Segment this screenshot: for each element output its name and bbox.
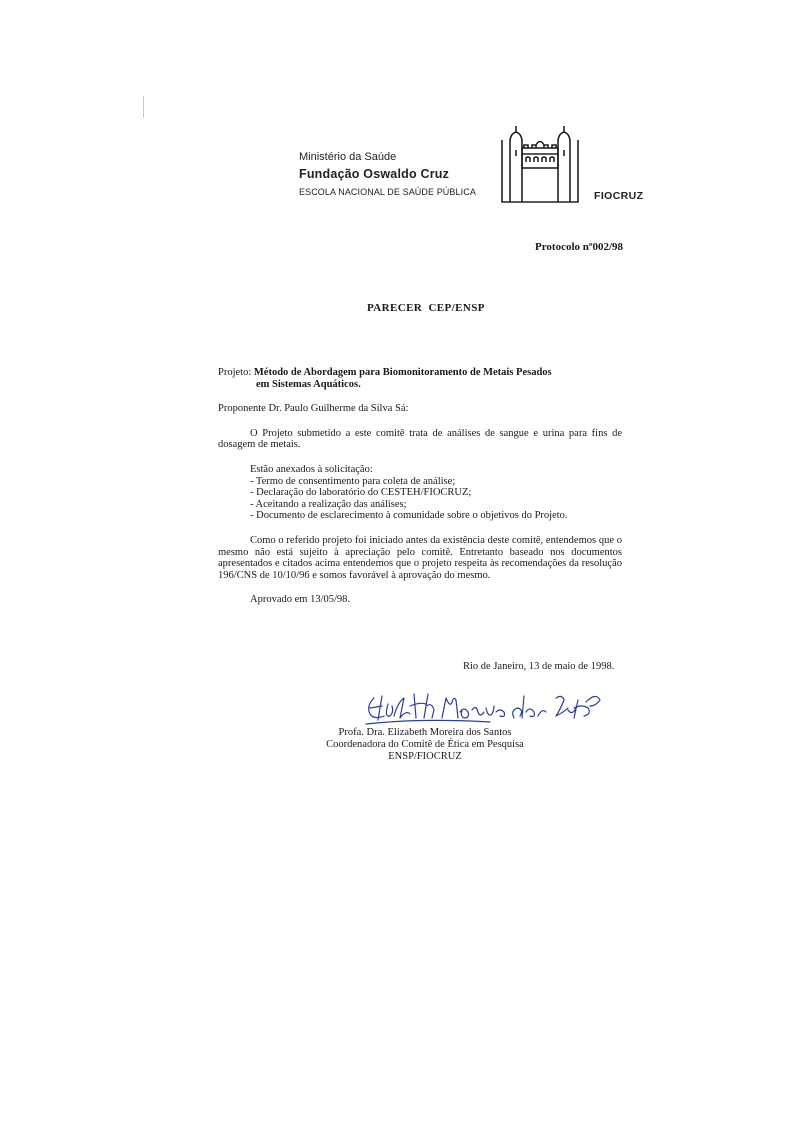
annex-item: - Documento de esclarecimento à comunidade sobre o objetivos do Projeto. — [250, 510, 568, 522]
signatory-block — [300, 727, 550, 763]
protocol-number: Protocolo nº002/98 — [535, 241, 624, 253]
paragraph-opinion: Como o referido projeto foi iniciado antes da existência deste comitê, entendemos que o mesmo não está sujeito à apreciação pelo comitê. Entretanto baseado nos documentos apresentados e citados acima entendemos que o projeto respeita às recomendações da resolução 196/CNS de 10/10/96 e somos favorável à aprovação do mesmo. — [218, 534, 622, 581]
annex-item: - Declaração do laboratório do CESTEH/FIOCRUZ; — [250, 487, 472, 499]
document-body — [218, 367, 622, 606]
fiocruz-castle-icon — [500, 124, 580, 204]
place-date: Rio de Janeiro, 13 de maio de 1998. — [463, 661, 615, 672]
proponent-line: Proponente Dr. Paulo Guilherme da Silva Sá: — [218, 403, 409, 415]
letterhead — [299, 150, 476, 199]
annex-item: - Termo de consentimento para coleta de análise; — [250, 475, 456, 487]
annex-item: - Aceitando a realização das análises; — [250, 498, 407, 510]
approval-date: Aprovado em 13/05/98. — [250, 594, 351, 606]
project-line — [218, 367, 622, 379]
signatory-name: Profa. Dra. Elizabeth Moreira dos Santos — [338, 727, 512, 738]
document-title: PARECER CEP/ENSP — [367, 302, 485, 314]
project-title-line2: em Sistemas Aquáticos. — [256, 378, 361, 390]
annex-intro: Estão anexados à solicitação: — [250, 463, 373, 475]
foundation-name: Fundação Oswaldo Cruz — [299, 167, 450, 181]
ministry-name: Ministério da Saúde — [299, 151, 397, 163]
project-label: Projeto: — [218, 367, 252, 378]
signatory-org: ENSP/FIOCRUZ — [388, 751, 462, 762]
fiocruz-logo-text: FIOCRUZ — [594, 190, 644, 202]
paragraph-subject: O Projeto submetido a este comitê trata de análises de sangue e urina para fins de dosagem de metais. — [218, 427, 622, 451]
handwritten-signature — [360, 688, 605, 732]
school-name: ESCOLA NACIONAL DE SAÚDE PÚBLICA — [299, 187, 476, 197]
signatory-role: Coordenadora do Comitê de Ética em Pesquisa — [326, 739, 524, 750]
project-title-line1: Método de Abordagem para Biomonitoramento de Metais Pesados — [253, 367, 552, 378]
annex-list — [218, 464, 622, 522]
scan-artifact — [143, 96, 144, 118]
